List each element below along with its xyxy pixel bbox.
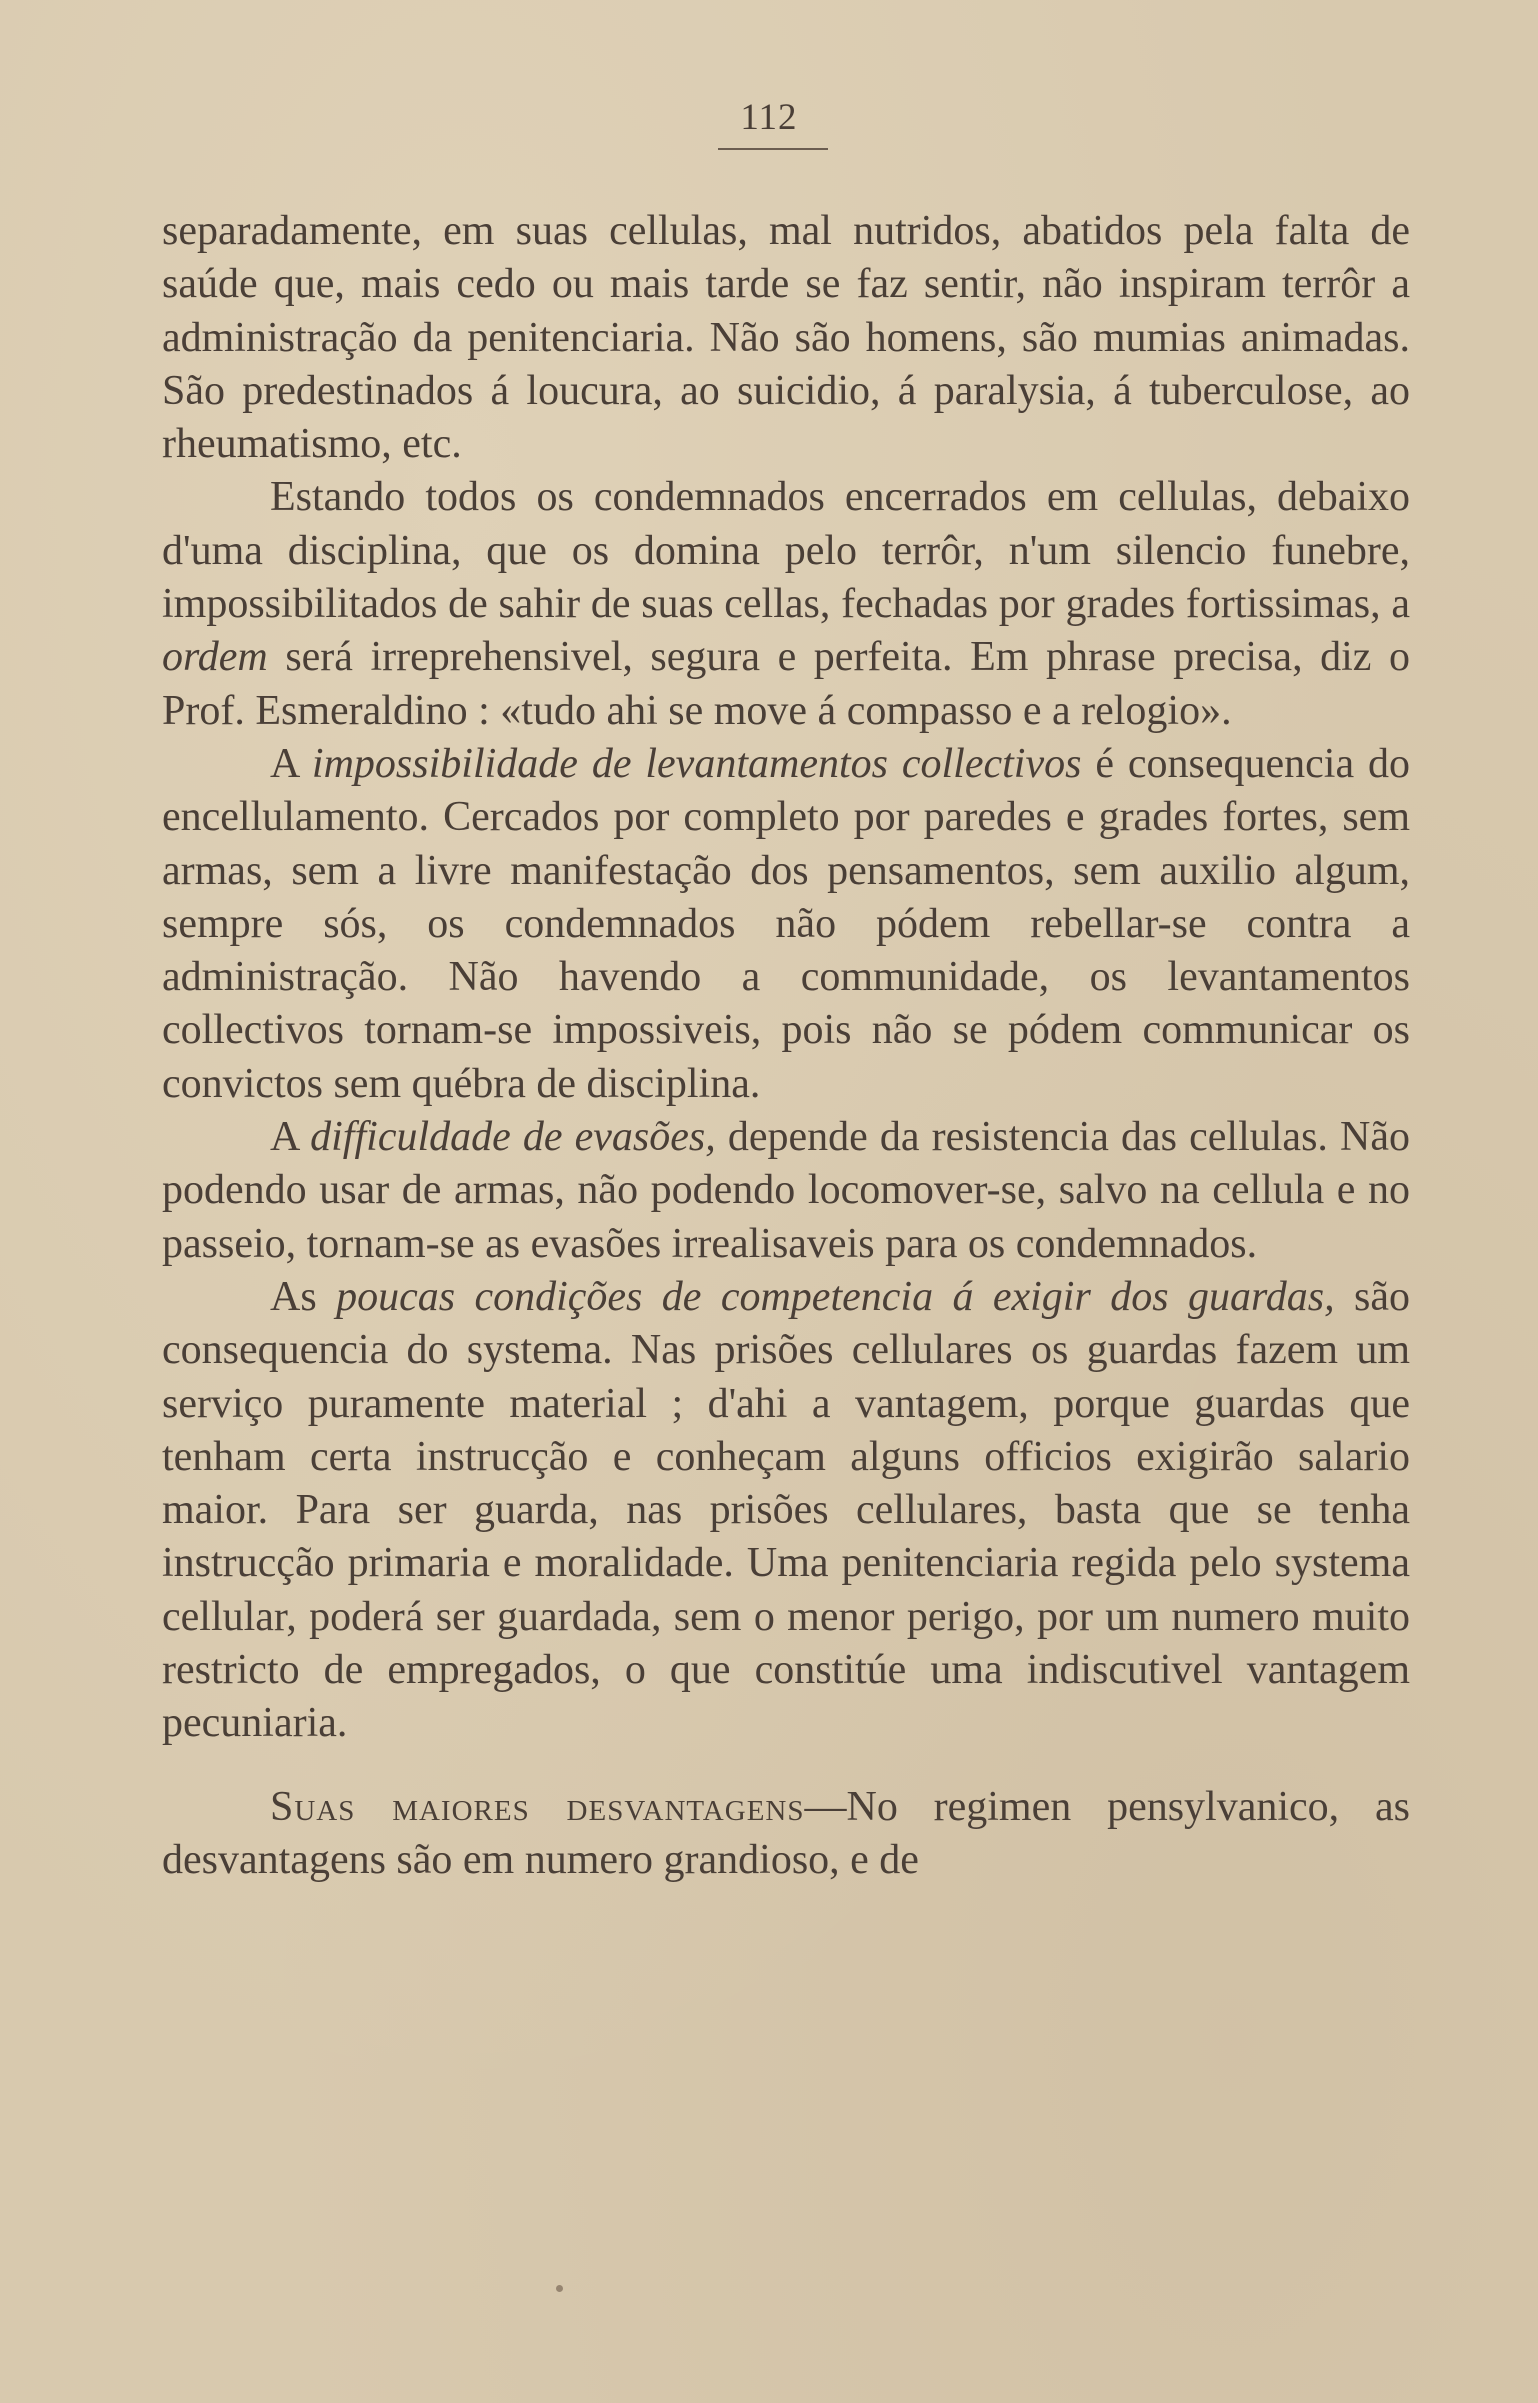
paragraph-desvantagens bbox=[162, 1781, 1410, 1888]
paragraph-continuation: separadamente, em suas cellulas, mal nutridos, abatidos pela falta de saúde que, mais cedo ou mais tarde se faz sentir, não inspiram terrôr a administração da penitenciaria. Não são homens, são mumias animadas. São predestinados á loucura, ao suicidio, á paralysia, á tuberculose, ao rheumatismo, etc. bbox=[162, 208, 1410, 468]
paragraph-text: é consequencia do encellulamento. Cercados por completo por paredes e grades fortes, sem armas, sem a livre manifestação dos pensamentos, sem auxilio algum, sempre sós, os condemnados não pódem rebellar-se contra a administração. Não havendo a communidade, os levantamentos collectivos tornam-se impossiveis, pois não se pódem communicar os convictos sem québra de disciplina. bbox=[162, 740, 1411, 1107]
italic-term: impossibilidade de levantamentos collectivos bbox=[311, 740, 1082, 787]
italic-term: difficuldade de evasões, bbox=[310, 1114, 716, 1161]
paragraph-ordem bbox=[162, 471, 1410, 737]
section-heading: Suas maiores desvantagens bbox=[270, 1783, 805, 1830]
paragraph-text: será irreprehensivel, segura e perfeita. Em phrase precisa, diz o Prof. Esmeraldino : «tudo ahi se move á compasso e a relogio». bbox=[162, 634, 1410, 734]
paragraph-levantamentos bbox=[162, 738, 1410, 1111]
paragraph-text: são consequencia do systema. Nas prisões cellulares os guardas fazem um serviço puramente material ; d'ahi a vantagem, porque guardas que tenham certa instrucção e conheçam alguns officios exigirão salario maior. Para ser guarda, nas prisões cellulares, basta que se tenha instrucção primaria e moralidade. Uma penitenciaria regida pelo systema cellular, poderá ser guardada, sem o menor perigo, por um numero muito restricto de empregados, o que constitúe uma indiscutivel vantagem pecuniaria. bbox=[162, 1273, 1410, 1747]
paragraph-text: A bbox=[270, 1114, 311, 1161]
paragraph-guardas bbox=[162, 1271, 1410, 1751]
paragraph-text: As bbox=[270, 1273, 337, 1320]
page-number-rule bbox=[718, 148, 828, 150]
paragraph-text: Estando todos os condemnados encerrados em cellulas, debaixo d'uma disciplina, que os domina pelo terrôr, n'um silencio funebre, impossibilitados de sahir de suas cellas, fechadas por grades fortissimas, a bbox=[162, 474, 1410, 628]
paragraph-text: depende da resistencia das cellulas. Não podendo usar de armas, não podendo locomover-se, salvo na cellula e no passeio, tornam-se as evasões irrealisaveis para os condemnados. bbox=[162, 1114, 1411, 1267]
paragraph-evasoes bbox=[162, 1111, 1410, 1271]
paragraph-text: A bbox=[270, 740, 312, 787]
paper-speck bbox=[556, 2285, 563, 2292]
italic-term: poucas condições de competencia á exigir dos guardas, bbox=[336, 1273, 1335, 1320]
paragraph-text: —No regimen pensylvanico, as desvantagens são em numero grandioso, e de bbox=[162, 1783, 1410, 1883]
page-number: 112 bbox=[740, 97, 798, 138]
italic-term: ordem bbox=[162, 634, 268, 681]
body-text bbox=[162, 205, 1410, 1887]
